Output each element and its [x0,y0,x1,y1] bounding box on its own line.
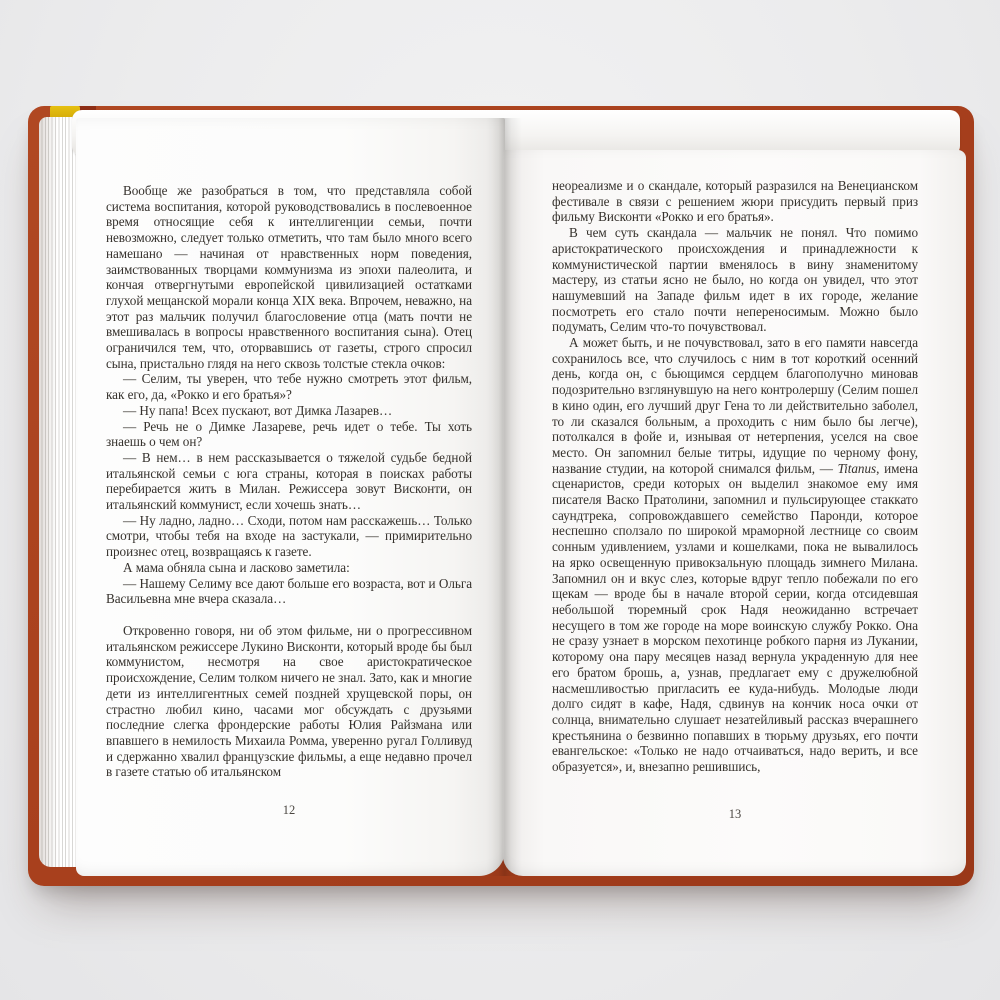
text-segment: — Селим, ты уверен, что тебе нужно смотреть этот фильм, как его, да, «Рокко и его братья»? [106,371,472,403]
paragraph [552,335,918,775]
italic-text-segment: Titanus [837,460,877,476]
text-segment: — Ну папа! Всех пускают, вот Димка Лазарев… [123,402,393,418]
left-page-text [106,183,472,801]
text-segment: А мама обняла сына и ласково заметила: [123,559,350,575]
right-page-text [552,178,918,800]
text-segment: В чем суть скандала — мальчик не понял. Что помимо аристократического происхождения и принадлежности к коммунистической партии вменялось в вину знаменитому мастеру, из статьи ясно не было, но когда он увидел, что этот нашумевший на Западе фильм идет в их городе, желание посмотреть его стало почти непереносимым. Можно было подумать, Селим что-то почувствовал. [552,225,918,335]
left-page-number: 12 [282,803,296,817]
paragraph [552,178,918,225]
paragraph [106,576,472,607]
paragraph [106,419,472,450]
text-segment: , имена сценаристов, среди которых он выделил знакомое ему имя писателя Васко Пратолини, запомнил и пульсирующее стаккато саундтрека, сопровождавшего семейство Паронди, которое неспешно сползало по широкой мраморной лестнице со своим сонным удивлением, узлами и кошелками, пока не вывалилось на ярко освещенную привокзальную площадь зимнего Милана. Запомнил он и вкус слез, которые вдруг тепло побежали по его щекам — вроде бы в начале второй серии, когда отсидевшая небольшой тюремный срок Надя неожиданно встречает несущего в том же городе на море воинскую службу Рокко. Она не сразу узнает в морском пехотинце робкого парня из Лукании, которому она пару месяцев назад вернула украденную для нее его братом брошь, а, узнав, предлагает ему с дружелюбной насмешливостью пригласить ее куда-нибудь. Молодые люди долго сидят в кафе, Надя, сдвинув на кончик носа очки от солнца, внимательно слушает незатейливый рассказ вчерашнего крестьянина о безвинно попавших в тюрьму друзьях, его почти евангельское: «Только не надо отчаиваться, надо верить, и все образуется», и, внезапно решившись, [552,460,918,775]
text-segment: неореализме и о скандале, который разразился на Венецианском фестивале в связи с решением жюри присудить первый приз фильму Висконти «Рокко и его братья». [552,178,918,225]
right-page-number: 13 [728,807,742,821]
paragraph [106,560,472,576]
text-segment: Откровенно говоря, ни об этом фильме, ни о прогрессивном итальянском режиссере Лукино Висконти, который вроде бы был коммунистом, несмотря на свое аристократическое происхождение, Селим толком ничего не знал. Зато, как и многие дети из интеллигентных семей поздней хрущевской поры, он страстно любил кино, часами мог обсуждать с друзьями последние слегка фрондерские работы Юлия Райзмана или впавшего в немилость Михаила Ромма, уверенно ругал Голливуд и сдержанно хвалил французские фильмы, а еще недавно прочел в газете статью об итальянском [106,622,472,780]
paragraph [106,371,472,402]
paragraph [552,225,918,335]
page-stack-left-edge [39,117,80,867]
paragraph [106,403,472,419]
text-segment: А может быть, и не почувствовал, зато в его памяти навсегда сохранилось все, что случилось с ним в тот короткий осенний день, когда он, с бьющимся сердцем благополучно миновав подозрительно взглянувшую на него контролершу (Селим пошел в кино один, его лучший друг Гена то ли действительно заболел, то ли сказался больным, а проходить с ним было бы легче), потолкался в фойе и, изнывая от нетерпения, уселся на свое место. Он запомнил белые титры, идущие по черному фону, название студии, на которой снимался фильм, — [552,335,918,476]
paragraph [106,623,472,780]
text-segment: — Нашему Селиму все дают больше его возраста, вот и Ольга Васильевна мне вчера сказала… [106,575,472,607]
paragraph [106,183,472,371]
text-segment: — Ну ладно, ладно… Сходи, потом нам расскажешь… Только смотри, чтобы тебя на входе на застукали, — примирительно произнес отец, возвращаясь к газете. [106,512,472,560]
paragraph [106,513,472,560]
text-segment: — В нем… в нем рассказывается о тяжелой судьбе бедной итальянской семьи с юга страны, которая в поисках работы перебирается жить в Милан. Режиссера зовут Висконти, он итальянский коммунист, если хочешь знать… [106,449,472,513]
paragraph [106,450,472,513]
text-segment: — Речь не о Димке Лазареве, речь идет о тебе. Ты хоть знаешь о чем он? [106,418,472,450]
text-segment: Вообще же разобраться в том, что представляла собой система воспитания, которой руководствовались в послевоенное время относящие себя к интеллигенции семьи, почти невозможно, следует только отметить, что там было много всего намешано — начиная от нравственных норм поведения, заимствованных творцами коммунизма из эпохи палеолита, и кончая отвергнутыми европейской цивилизацией остатками глухой мещанской морали конца XIX века. Впрочем, неважно, на этот раз мальчик получил благословение отца (мать почти не вмешивалась в вопросы нравственного воспитания сына). Отец ограничился тем, что, оторвавшись от газеты, строго спросил сына, пристально глядя на него сквозь толстые стекла очков: [106,183,472,371]
